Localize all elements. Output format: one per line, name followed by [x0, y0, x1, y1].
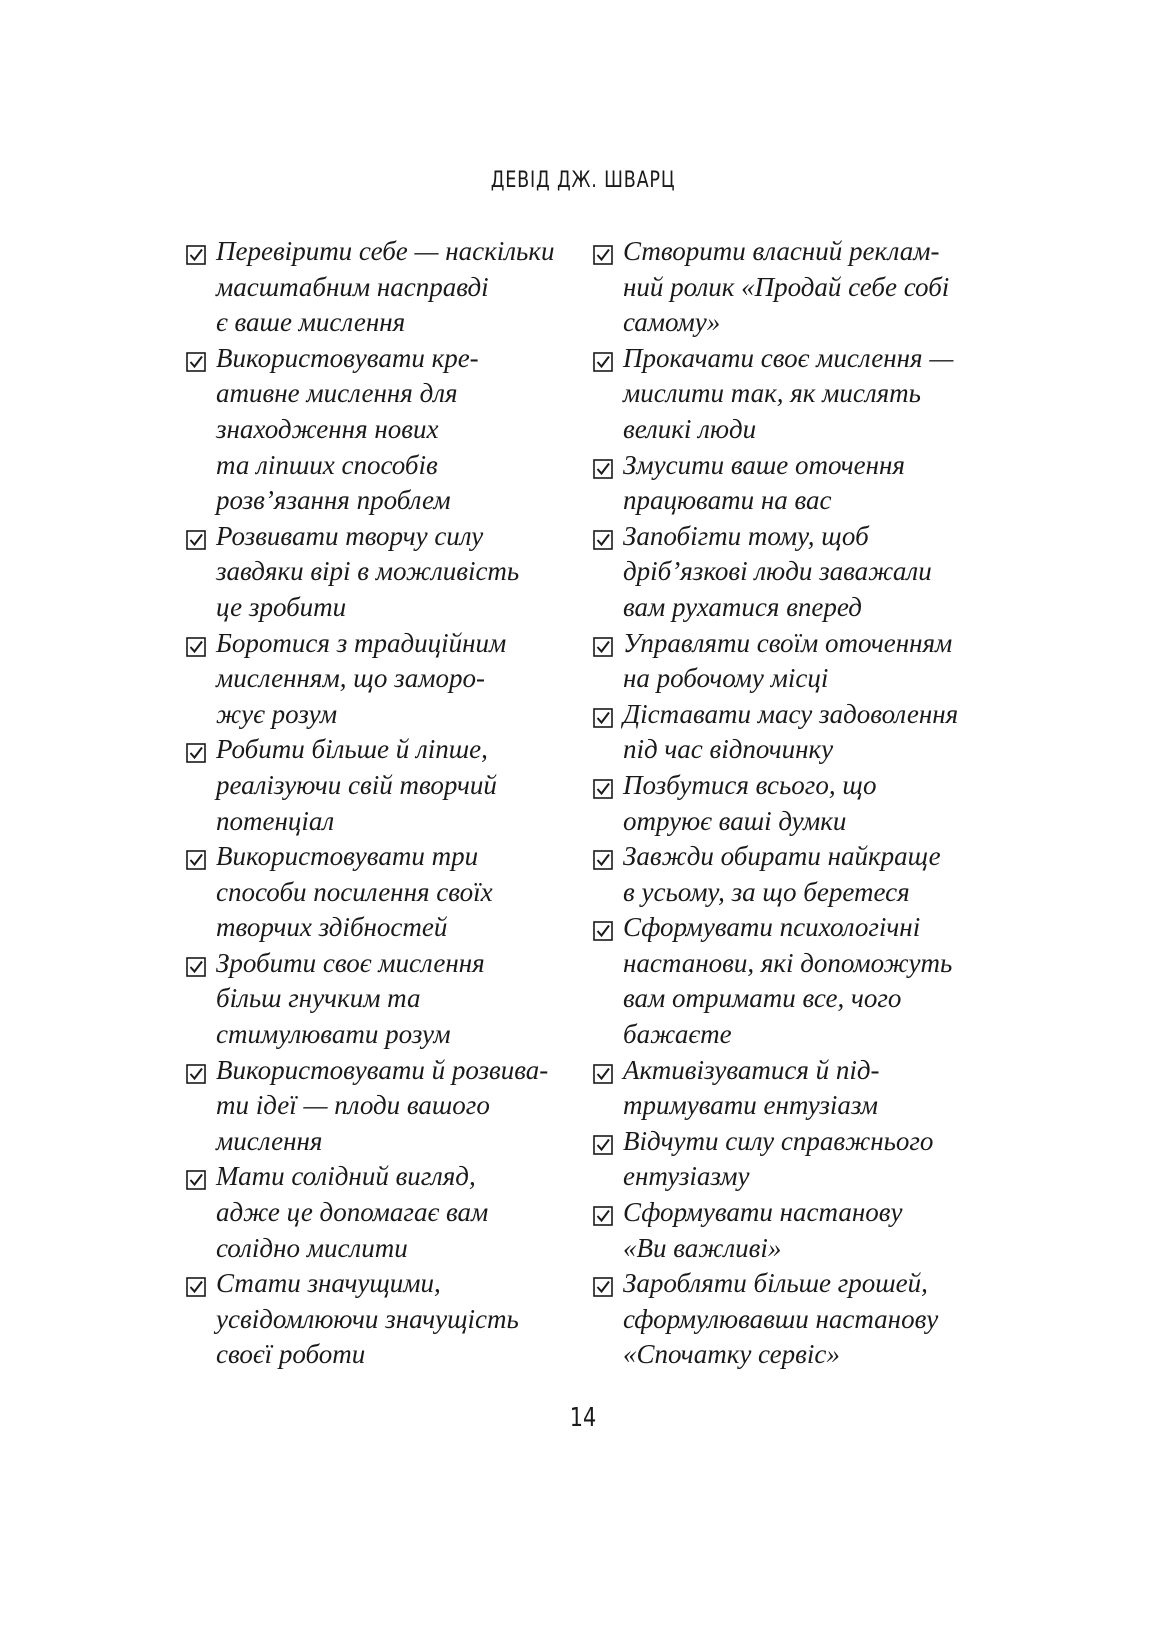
checklist-item-text: великі люди — [623, 413, 757, 444]
checklist-item — [186, 839, 586, 946]
checklist-item-text: мислити так, як мислять — [623, 378, 921, 409]
checklist-item-text: ний ролик «Продай себе собі — [623, 271, 950, 302]
checklist-item-text: Стати значущими, — [216, 1268, 441, 1299]
checklist-item-text: «Спочатку сервіс» — [623, 1339, 840, 1370]
checklist-item — [593, 1266, 1013, 1373]
checklist-item — [186, 1159, 586, 1266]
checklist-item-text: ативне мислення для — [216, 378, 458, 409]
page-number: 14 — [569, 1403, 597, 1433]
checked-box-icon — [186, 1064, 206, 1084]
checklist-item-text: Діставати масу задоволення — [623, 698, 959, 729]
checklist-item-text: та ліпших способів — [216, 449, 438, 480]
checked-box-icon — [186, 245, 206, 265]
checked-box-icon — [593, 1277, 613, 1297]
checked-box-icon — [593, 708, 613, 728]
checklist-item-text: «Ви важливі» — [623, 1232, 782, 1263]
checklist-item-text: в усьому, за що беретеся — [623, 876, 910, 907]
checklist-item — [593, 697, 1013, 768]
checklist-item-text: жує розум — [216, 698, 338, 729]
checked-box-icon — [186, 957, 206, 977]
checklist-item-text: Боротися з традиційним — [216, 627, 507, 658]
checked-box-icon — [593, 1064, 613, 1084]
checklist-item-text: під час відпочинку — [623, 734, 834, 765]
checklist-item-text: Використовувати кре- — [216, 342, 479, 373]
checklist-item-text: Прокачати своє мислення — — [623, 342, 954, 373]
checklist-item-text: Запобігти тому, щоб — [623, 520, 869, 551]
checked-box-icon — [186, 637, 206, 657]
checklist-item-text: Перевірити себе — наскільки — [216, 236, 555, 266]
checklist-item — [186, 1266, 586, 1373]
checklist-item-text: Використовувати три — [216, 841, 479, 872]
checklist-item-text: способи посилення своїх — [216, 876, 493, 907]
checklist-item-text: Відчути силу справжнього — [623, 1125, 934, 1156]
checklist-item-text: Активізуватися й під- — [623, 1054, 880, 1085]
checklist-item-text: Змусити ваше оточення — [623, 449, 905, 480]
checklist-item — [186, 946, 586, 1053]
checklist-item — [186, 519, 586, 626]
checklist-item — [186, 341, 586, 519]
checklist-item-text: самому» — [623, 307, 721, 338]
checked-box-icon — [186, 1277, 206, 1297]
checklist-item-text: Завжди обирати найкраще — [623, 841, 941, 872]
checklist-item-text: дріб’язкові люди заважали — [623, 556, 932, 587]
checklist-item-text: адже це допомагає вам — [216, 1197, 489, 1228]
checked-box-icon — [186, 352, 206, 372]
checked-box-icon — [186, 1170, 206, 1190]
checklist-item-text: на робочому місці — [623, 663, 829, 694]
checklist-item-text: бажаєте — [623, 1019, 732, 1050]
checklist-item — [593, 519, 1013, 626]
checked-box-icon — [593, 779, 613, 799]
checklist-item-text: ти ідеї — плоди вашого — [216, 1090, 490, 1121]
checklist-item-text: Використовувати й розвива- — [216, 1054, 549, 1085]
checked-box-icon — [186, 530, 206, 550]
checklist-right-column — [593, 234, 1013, 1373]
checked-box-icon — [593, 1206, 613, 1226]
checked-box-icon — [593, 921, 613, 941]
running-header: ДЕВІД ДЖ. ШВАРЦ — [490, 168, 676, 193]
checklist-item — [593, 448, 1013, 519]
checklist-item — [593, 341, 1013, 448]
checklist-item-text: Мати солідний вигляд, — [216, 1161, 476, 1192]
checklist-item-text: настанови, які допоможуть — [623, 947, 953, 978]
checklist-item-text: це зробити — [216, 591, 347, 622]
checklist-item — [593, 768, 1013, 839]
checklist-item-text: Позбутися всього, що — [623, 769, 877, 800]
checklist-item-text: вам отримати все, чого — [623, 983, 902, 1014]
checklist-item-text: працювати на вас — [623, 485, 832, 516]
checklist-item-text: стимулювати розум — [216, 1019, 451, 1050]
checked-box-icon — [593, 637, 613, 657]
checklist-item-text: мислення — [216, 1125, 323, 1156]
checklist-item — [593, 839, 1013, 910]
checklist-item — [593, 1195, 1013, 1266]
checklist-item — [186, 234, 586, 341]
checklist-item-text: солідно мислити — [216, 1232, 408, 1263]
checklist-item-text: тримувати ентузіазм — [623, 1090, 878, 1121]
checklist-item-text: масштабним насправді — [216, 271, 489, 302]
checklist-item — [593, 1053, 1013, 1124]
checklist-item-text: усвідомлюючи значущість — [216, 1303, 519, 1334]
checklist-item — [593, 910, 1013, 1052]
checklist-item-text: Сформувати настанову — [623, 1197, 903, 1228]
checklist-item — [186, 626, 586, 733]
checklist-item — [186, 732, 586, 839]
checklist-item-text: Управляти своїм оточенням — [623, 627, 953, 658]
checklist-item-text: творчих здібностей — [216, 912, 448, 943]
checked-box-icon — [593, 850, 613, 870]
checklist-item-text: Створити власний реклам- — [623, 236, 940, 266]
checklist-item-text: своєї роботи — [216, 1339, 366, 1370]
checklist-item-text: розв’язання проблем — [216, 485, 451, 516]
checklist-item — [593, 234, 1013, 341]
checked-box-icon — [593, 530, 613, 550]
checklist-item-text: ентузіазму — [623, 1161, 750, 1192]
checklist-item-text: знаходження нових — [216, 413, 439, 444]
checklist-left-column — [186, 234, 586, 1373]
checklist-item-text: сформулювавши настанову — [623, 1303, 939, 1334]
checklist-item — [593, 626, 1013, 697]
checked-box-icon — [593, 459, 613, 479]
checklist-item-text: реалізуючи свій творчий — [216, 769, 497, 800]
checked-box-icon — [593, 352, 613, 372]
checklist-item-text: Робити більше й ліпше, — [216, 734, 488, 765]
checklist-item — [593, 1124, 1013, 1195]
checked-box-icon — [593, 245, 613, 265]
checklist-item-text: Сформувати психологічні — [623, 912, 921, 943]
checklist-item-text: потенціал — [216, 805, 335, 836]
checklist-item-text: мисленням, що заморо- — [216, 663, 485, 694]
checklist-item-text: Розвивати творчу силу — [216, 520, 484, 551]
checklist-item — [186, 1053, 586, 1160]
checklist-item-text: більш гнучким та — [216, 983, 421, 1014]
checked-box-icon — [593, 1135, 613, 1155]
checklist-item-text: Зробити своє мислення — [216, 947, 485, 978]
checklist-item-text: отруює ваші думки — [623, 805, 847, 836]
checklist-item-text: вам рухатися вперед — [623, 591, 862, 622]
checked-box-icon — [186, 850, 206, 870]
checklist-item-text: Заробляти більше грошей, — [623, 1268, 928, 1299]
checklist-item-text: завдяки вірі в можливість — [216, 556, 520, 587]
checked-box-icon — [186, 743, 206, 763]
checklist-item-text: є ваше мислення — [216, 307, 406, 338]
